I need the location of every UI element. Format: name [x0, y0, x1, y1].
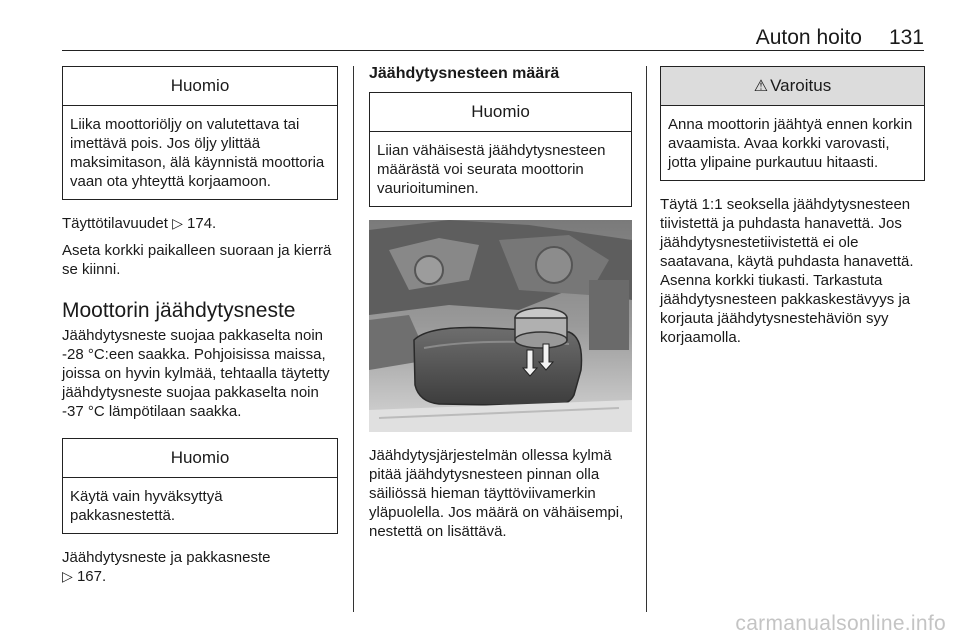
column-divider-right [646, 66, 647, 612]
header-rule [62, 50, 924, 51]
warning-heading [661, 67, 924, 106]
warning-body: Anna moottorin jäähtyä ennen korkin avaamista. Avaa korkki varovasti, jotta ylipaine purkautuu hitaasti. [668, 116, 913, 171]
watermark: carmanualsonline.info [735, 612, 946, 635]
coolant-reference [62, 548, 338, 586]
coolant-level-text: Jäähdytysjärjestelmän ollessa kylmä pitää jäähdytysnesteen pinnan olla säiliössä hieman täyttöviivamerkin yläpuolella. Jos määrä on vähäisempi, nestettä on lisättävä. [369, 447, 624, 540]
page-number: 131 [888, 26, 924, 49]
notice-box-oil [62, 66, 338, 200]
cap-instruction: Aseta korkki paikalleen suoraan ja kierrä se kiinni. [62, 242, 332, 278]
capacity-page[interactable]: 174. [187, 215, 217, 232]
notice-body: Liian vähäisestä jäähdytysnesteen määrästä voi seurata moottorin vaurioituminen. [377, 142, 606, 197]
page-ref-icon: ▷ [172, 215, 183, 231]
notice-body: Käytä vain hyväksyttyä pakkasnestettä. [70, 488, 223, 524]
notice-heading: Huomio [63, 67, 337, 106]
page-ref-icon: ▷ [62, 568, 73, 584]
coolant-text: Jäähdytysneste ja pakkasneste [62, 549, 271, 566]
coolant-page[interactable]: 167. [76, 568, 107, 585]
notice-heading: Huomio [370, 93, 631, 132]
column-2 [369, 62, 632, 541]
fill-instructions: Täytä 1:1 seoksella jäähdytysnesteen tiivistettä ja puhdasta hanavettä. Jos jäähdytysnestetiivistettä ei ole saatavana, käytä puhdasta hanavettä. Asenna korkki tiukasti. Tarkastuta jäähdytysnesteen pakkaskestävyys ja korjauta jäähdytysnestehäviön syy korjaamolla. [660, 196, 914, 346]
notice-heading: Huomio [63, 439, 337, 478]
section-heading: Moottorin jäähdytysneste [62, 299, 296, 322]
notice-box-coolant [369, 92, 632, 207]
notice-box-antifreeze [62, 438, 338, 534]
column-divider-left [353, 66, 354, 612]
column-1 [62, 62, 338, 586]
page-header [62, 26, 924, 52]
warning-box [660, 66, 925, 181]
section-text: Jäähdytysneste suojaa pakkaselta noin -28 °C:een saakka. Pohjoisissa maissa, joissa on hyvin kylmää, tehtaalla täytetty jäähdytysneste suojaa pakkaselta noin -37 °C lämpötilaan saakka. [62, 327, 330, 420]
capacity-reference [62, 214, 338, 233]
warning-title: Varoitus [770, 76, 832, 95]
engine-bay-photo [369, 220, 632, 432]
notice-body: Liika moottoriöljy on valutettava tai imettävä pois. Jos öljy ylittää maksimitason, älä käynnistä moottoria vaan ota yhteyttä korjaamoon. [70, 116, 325, 190]
column-3 [660, 62, 925, 347]
capacity-text: Täyttötilavuudet [62, 215, 168, 232]
warning-triangle-icon: ⚠ [753, 78, 769, 95]
coolant-level-heading: Jäähdytysnesteen määrä [369, 65, 560, 82]
coolant-reservoir-illustration [369, 220, 632, 432]
chapter-title: Auton hoito [755, 26, 862, 49]
